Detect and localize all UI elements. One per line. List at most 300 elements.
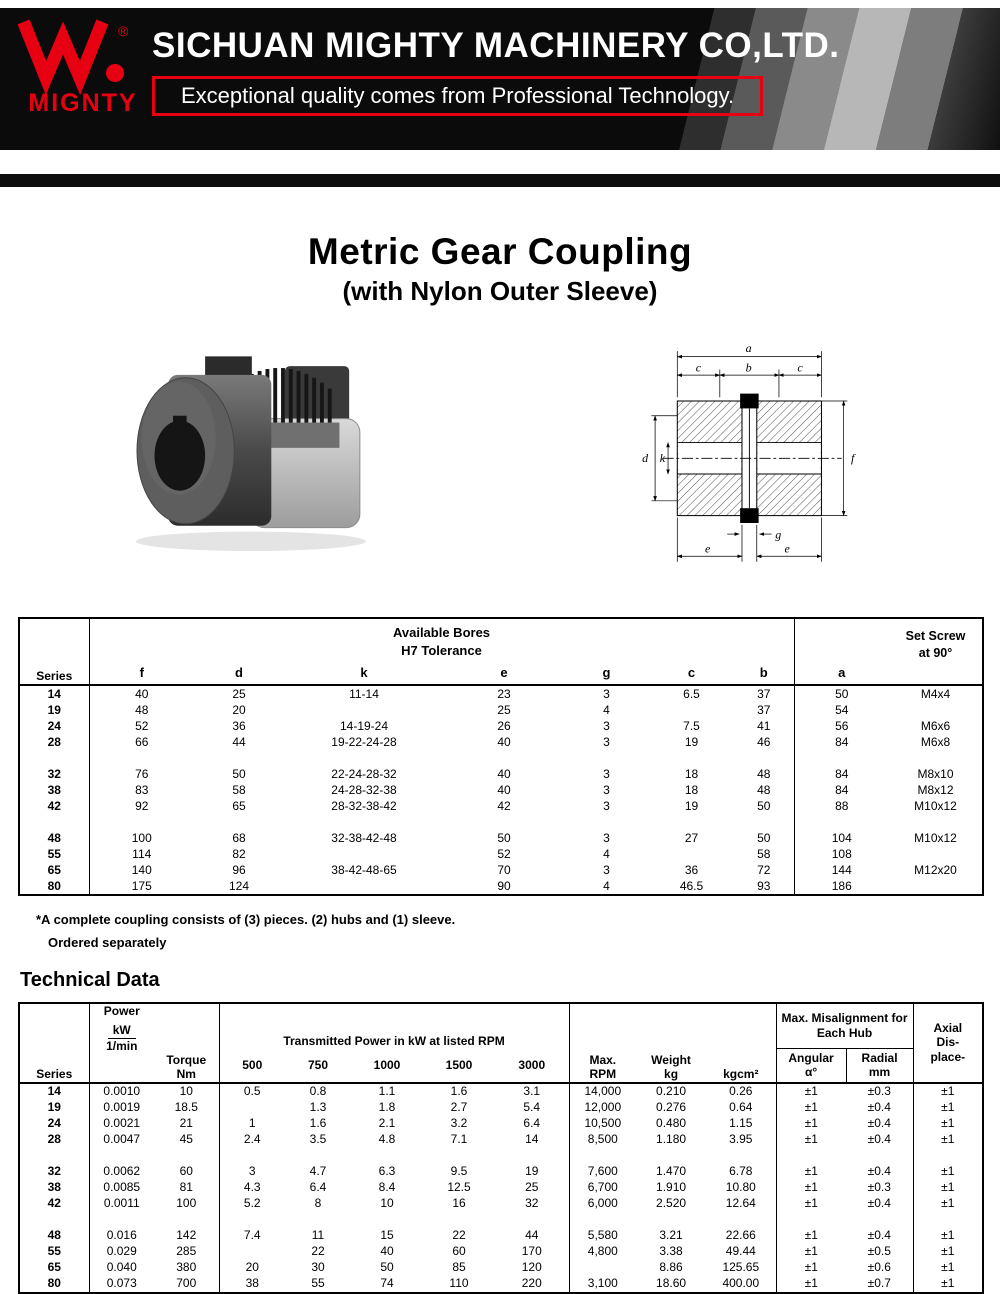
value-cell: 5,580 <box>587 1228 618 1243</box>
value-cell: 1.1 <box>378 1084 396 1099</box>
available-bores-line2: H7 Tolerance <box>401 642 482 658</box>
value-cell: 19 <box>684 734 699 749</box>
value-cell: 65 <box>232 798 246 813</box>
value-cell: ±1 <box>804 1100 818 1115</box>
value-cell: 175 <box>131 878 152 893</box>
power-numerator: kW <box>108 1023 136 1039</box>
value-cell: M6x6 <box>920 718 951 733</box>
value-cell: 0.0010 <box>103 1084 141 1099</box>
power-unit-fraction <box>92 1023 153 1053</box>
value-cell: 1.6 <box>309 1116 327 1131</box>
value-cell: 3,100 <box>587 1276 618 1291</box>
value-cell: 4 <box>603 878 610 893</box>
value-cell: 27 <box>684 830 699 845</box>
table-row <box>19 1180 983 1196</box>
column-header-f: f <box>139 665 144 681</box>
set-screw-line2: at 90° <box>918 645 953 660</box>
value-cell: 49.44 <box>706 1244 776 1260</box>
dimension-drawing <box>620 321 888 603</box>
value-cell: 380 <box>154 1260 219 1276</box>
value-cell: 19-22-24-28 <box>331 734 397 749</box>
value-cell: 10 <box>380 1196 394 1211</box>
value-cell: 3 <box>248 1164 256 1179</box>
spacer-cell <box>423 1212 495 1228</box>
value-cell: 100 <box>154 1196 219 1212</box>
misalignment-header <box>776 1003 913 1049</box>
value-cell: 3.5 <box>309 1132 327 1147</box>
table-row <box>19 1244 983 1260</box>
series-cell: 32 <box>19 1164 89 1180</box>
value-cell: 3.95 <box>706 1132 776 1148</box>
value-cell: ±1 <box>804 1276 818 1291</box>
value-cell: 3.2 <box>450 1116 468 1131</box>
value-cell: ±1 <box>941 1180 955 1195</box>
value-cell: 6,700 <box>587 1180 618 1195</box>
value-cell: 120 <box>495 1260 569 1276</box>
value-cell: 3 <box>603 798 610 813</box>
value-cell: 0.040 <box>106 1260 137 1275</box>
value-cell: 4 <box>603 846 610 861</box>
value-cell <box>284 878 444 895</box>
spacer-cell <box>285 1148 351 1164</box>
value-cell: 25 <box>497 702 511 717</box>
table-row <box>19 1116 983 1132</box>
spacer-cell <box>636 1212 706 1228</box>
value-cell: 3 <box>603 830 610 845</box>
angular-unit: α° <box>804 1065 818 1080</box>
value-cell: 50 <box>232 766 246 781</box>
value-cell: 0.480 <box>656 1116 687 1131</box>
spacer-cell <box>889 814 983 830</box>
value-cell: 16 <box>452 1196 466 1211</box>
spacer-cell <box>219 1148 285 1164</box>
rpm-column-1500: 1500 <box>445 1057 473 1072</box>
spacer-cell <box>846 1148 913 1164</box>
weight-unit: kg <box>664 1067 679 1082</box>
table-row <box>19 718 983 734</box>
value-cell: ±0.3 <box>846 1083 913 1100</box>
series-cell: 14 <box>19 685 89 702</box>
spacer-cell <box>89 814 194 830</box>
value-cell: 3 <box>603 862 610 877</box>
value-cell: 9.5 <box>450 1164 468 1179</box>
series-cell: 19 <box>19 702 89 718</box>
value-cell: ±1 <box>804 1084 818 1099</box>
spacer-cell <box>351 1212 423 1228</box>
series-cell: 48 <box>19 830 89 846</box>
value-cell: 92 <box>135 798 149 813</box>
max-rpm-column-header <box>569 1003 636 1083</box>
value-cell: 85 <box>452 1260 466 1275</box>
value-cell: 3 <box>603 782 610 797</box>
tagline: Exceptional quality comes from Professional Technology. <box>181 83 735 108</box>
value-cell: 0.0011 <box>103 1196 140 1211</box>
value-cell: ±0.4 <box>846 1164 913 1180</box>
value-cell: 400.00 <box>706 1276 776 1293</box>
value-cell: 38 <box>245 1276 259 1291</box>
value-cell: ±1 <box>804 1244 818 1259</box>
spacer-cell <box>444 750 564 766</box>
spacer-cell <box>154 1148 219 1164</box>
value-cell: 24-28-32-38 <box>331 782 397 797</box>
value-cell: 6.5 <box>683 686 700 701</box>
registered-mark: ® <box>118 23 129 39</box>
spacer-cell <box>19 1212 89 1228</box>
value-cell: ±0.7 <box>846 1276 913 1293</box>
series-cell: 55 <box>19 1244 89 1260</box>
value-cell: 50 <box>835 686 849 701</box>
value-cell: 125.65 <box>706 1260 776 1276</box>
value-cell: 1.8 <box>378 1100 396 1115</box>
series-cell: 28 <box>19 734 89 750</box>
dim-label-d: d <box>642 451 649 465</box>
value-cell: 20 <box>232 702 246 717</box>
power-label: Power <box>103 1003 140 1018</box>
table-row <box>19 1196 983 1212</box>
value-cell: 40 <box>135 686 149 701</box>
value-cell: 22.66 <box>706 1228 776 1244</box>
value-cell: 36 <box>684 862 699 877</box>
spacer-cell <box>89 1148 154 1164</box>
value-cell: 2.4 <box>243 1132 261 1147</box>
spacer-cell <box>423 1148 495 1164</box>
value-cell: ±0.4 <box>846 1116 913 1132</box>
series-cell: 55 <box>19 846 89 862</box>
value-cell: 58 <box>734 846 794 862</box>
value-cell: 6.78 <box>706 1164 776 1180</box>
torque-label: Torque <box>166 1052 207 1067</box>
series-cell: 14 <box>19 1083 89 1100</box>
value-cell: 14 <box>495 1132 569 1148</box>
rpm-column-1000: 1000 <box>373 1057 401 1072</box>
table-row <box>19 766 983 782</box>
value-cell: 18 <box>684 782 699 797</box>
value-cell: 25 <box>495 1180 569 1196</box>
value-cell: 170 <box>495 1244 569 1260</box>
value-cell: 114 <box>132 846 152 861</box>
value-cell: 0.0019 <box>103 1100 141 1115</box>
value-cell: 48 <box>734 782 794 798</box>
a-column-spacer <box>794 618 889 662</box>
series-cell: 38 <box>19 782 89 798</box>
kgcm-column-header <box>706 1003 776 1083</box>
spacer-cell <box>706 1148 776 1164</box>
spacer-cell <box>495 1212 569 1228</box>
spacer-cell <box>794 750 889 766</box>
value-cell: 44 <box>495 1228 569 1244</box>
value-cell: ±1 <box>941 1132 955 1147</box>
table-row <box>19 734 983 750</box>
radial-label: Radial <box>861 1050 898 1065</box>
table-row <box>19 702 983 718</box>
value-cell: 22 <box>452 1228 466 1243</box>
value-cell: 40 <box>380 1244 394 1259</box>
set-screw-header <box>889 618 983 685</box>
column-header-d: d <box>235 665 243 681</box>
value-cell: 8 <box>314 1196 322 1211</box>
series-cell: 38 <box>19 1180 89 1196</box>
table-row <box>19 862 983 878</box>
value-cell: 48 <box>135 702 149 717</box>
value-cell: M8x12 <box>917 782 954 797</box>
value-cell: ±0.4 <box>846 1228 913 1244</box>
group-spacer-row <box>19 750 983 766</box>
value-cell: 45 <box>154 1132 219 1148</box>
spacer-cell <box>649 814 734 830</box>
value-cell: 186 <box>831 878 852 893</box>
spacer-cell <box>569 1212 636 1228</box>
value-cell: 7,600 <box>587 1164 618 1179</box>
value-cell: 38-42-48-65 <box>331 862 397 877</box>
spacer-cell <box>776 1212 846 1228</box>
axial-line3: place- <box>930 1050 966 1065</box>
value-cell: 19 <box>495 1164 569 1180</box>
value-cell: 84 <box>835 782 849 797</box>
technical-table-body <box>19 1083 983 1293</box>
value-cell: 1.470 <box>656 1164 687 1179</box>
table-row <box>19 830 983 846</box>
value-cell: 5.2 <box>243 1196 261 1211</box>
value-cell <box>219 1100 285 1116</box>
value-cell: ±1 <box>804 1228 818 1243</box>
value-cell: 1 <box>248 1116 256 1131</box>
gear-coupling-photo <box>100 321 392 565</box>
value-cell: 36 <box>232 718 246 733</box>
axial-line2: Dis- <box>936 1035 960 1050</box>
value-cell: 6.3 <box>378 1164 396 1179</box>
value-cell: ±1 <box>804 1132 818 1147</box>
page-title: Metric Gear Coupling <box>307 231 693 272</box>
value-cell: ±1 <box>941 1244 955 1259</box>
value-cell: 0.26 <box>706 1083 776 1100</box>
value-cell: 46 <box>734 734 794 750</box>
weight-column-header <box>636 1003 706 1083</box>
column-header-e: e <box>500 665 508 681</box>
available-bores-line1: Available Bores <box>392 625 491 640</box>
value-cell: 10.80 <box>706 1180 776 1196</box>
value-cell: ±0.4 <box>846 1196 913 1212</box>
value-cell: 66 <box>135 734 149 749</box>
value-cell: 700 <box>154 1276 219 1293</box>
series-cell: 24 <box>19 1116 89 1132</box>
value-cell: 4.8 <box>378 1132 396 1147</box>
weight-label: Weight <box>651 1052 691 1067</box>
group-spacer-row <box>19 814 983 830</box>
value-cell: 3.38 <box>659 1244 683 1259</box>
dim-label-b: b <box>745 360 752 375</box>
value-cell: 54 <box>835 702 849 717</box>
footnote-line2: Ordered separately <box>48 935 167 951</box>
value-cell: 4 <box>603 702 610 717</box>
value-cell: 26 <box>497 718 511 733</box>
value-cell: 2.1 <box>378 1116 396 1131</box>
value-cell: 0.8 <box>309 1084 327 1099</box>
table-row <box>19 1100 983 1116</box>
value-cell <box>219 1244 285 1260</box>
value-cell: 3 <box>603 718 610 733</box>
value-cell: 0.016 <box>106 1228 137 1243</box>
value-cell: 50 <box>497 830 511 845</box>
value-cell: 18.5 <box>154 1100 219 1116</box>
value-cell: 96 <box>232 862 246 877</box>
series-cell: 42 <box>19 798 89 814</box>
value-cell: 74 <box>380 1276 394 1291</box>
value-cell: 1.910 <box>656 1180 687 1195</box>
table-row <box>19 846 983 862</box>
value-cell: 10,500 <box>584 1116 622 1131</box>
value-cell: 4.3 <box>243 1180 261 1195</box>
value-cell: 3 <box>603 686 610 701</box>
dim-label-k: k <box>659 451 666 465</box>
value-cell: 46.5 <box>679 878 704 893</box>
value-cell: 0.073 <box>106 1276 137 1291</box>
series-cell: 65 <box>19 1260 89 1276</box>
value-cell: 285 <box>154 1244 219 1260</box>
dim-label-c-right: c <box>797 360 803 375</box>
figures-row <box>0 307 1000 607</box>
value-cell: ±1 <box>941 1276 955 1291</box>
spacer-cell <box>913 1212 983 1228</box>
value-cell: 11 <box>311 1228 325 1243</box>
value-cell: ±1 <box>941 1164 955 1179</box>
value-cell: 1.15 <box>706 1116 776 1132</box>
table-row <box>19 1132 983 1148</box>
value-cell: 84 <box>835 766 849 781</box>
value-cell: 6.4 <box>309 1180 327 1195</box>
spacer-cell <box>636 1148 706 1164</box>
value-cell: 22-24-28-32 <box>331 766 397 781</box>
angular-label: Angular <box>788 1050 834 1065</box>
value-cell: 12.64 <box>706 1196 776 1212</box>
value-cell: 108 <box>831 846 852 861</box>
value-cell: 2.520 <box>656 1196 687 1211</box>
torque-unit: Nm <box>176 1067 196 1082</box>
value-cell: ±1 <box>941 1228 955 1243</box>
value-cell: 11-14 <box>349 686 379 701</box>
spacer-cell <box>564 814 649 830</box>
dim-label-f: f <box>851 451 855 465</box>
value-cell: M4x4 <box>920 686 951 701</box>
spacer-cell <box>194 814 284 830</box>
axial-column-header <box>913 1003 983 1083</box>
logo-wordmark: MIGNTY <box>28 89 138 117</box>
column-header-b: b <box>734 662 794 685</box>
value-cell: 22 <box>311 1244 325 1259</box>
value-cell: 142 <box>154 1228 219 1244</box>
table-row <box>19 1260 983 1276</box>
series-column-header <box>19 618 89 685</box>
misalignment-line2: Each Hub <box>816 1025 873 1040</box>
value-cell: 8.4 <box>378 1180 396 1195</box>
rpm-label: RPM <box>589 1067 617 1082</box>
page-subtitle: (with Nylon Outer Sleeve) <box>342 276 658 306</box>
spacer-cell <box>649 750 734 766</box>
value-cell: 84 <box>835 734 849 749</box>
spacer-cell <box>89 1212 154 1228</box>
value-cell: 55 <box>311 1276 325 1291</box>
table-row <box>19 878 983 895</box>
value-cell: 19 <box>684 798 699 813</box>
value-cell: 1.180 <box>656 1132 687 1147</box>
spacer-cell <box>19 750 89 766</box>
value-cell: 4.7 <box>309 1164 327 1179</box>
spacer-cell <box>734 814 794 830</box>
value-cell: 144 <box>831 862 852 877</box>
value-cell: 7.5 <box>683 718 700 733</box>
series-cell: 80 <box>19 1276 89 1293</box>
value-cell: 1.6 <box>450 1084 468 1099</box>
value-cell: 40 <box>497 734 511 749</box>
value-cell: 50 <box>380 1260 394 1275</box>
value-cell: ±1 <box>941 1196 955 1211</box>
value-cell: 18 <box>684 766 699 781</box>
value-cell: 40 <box>497 782 511 797</box>
catalog-page <box>0 8 1000 1291</box>
mighty-logo <box>14 20 152 118</box>
divider-bar <box>0 174 1000 187</box>
series-cell: 32 <box>19 766 89 782</box>
kgcm-label: kgcm² <box>723 1067 759 1082</box>
spacer-cell <box>706 1212 776 1228</box>
value-cell: 32-38-42-48 <box>331 830 397 845</box>
series-cell: 24 <box>19 718 89 734</box>
value-cell: 42 <box>497 798 511 813</box>
value-cell <box>569 1260 636 1276</box>
value-cell: ±0.4 <box>846 1132 913 1148</box>
value-cell: ±0.5 <box>846 1244 913 1260</box>
value-cell: 60 <box>452 1244 466 1259</box>
value-cell: 90 <box>497 878 511 893</box>
value-cell <box>889 878 983 895</box>
value-cell: 60 <box>154 1164 219 1180</box>
spacer-cell <box>89 750 194 766</box>
torque-column-header <box>154 1003 219 1083</box>
value-cell <box>649 846 734 862</box>
value-cell: 52 <box>135 718 149 733</box>
spacer-cell <box>154 1212 219 1228</box>
dim-label-g: g <box>775 527 782 542</box>
company-banner <box>0 8 1000 150</box>
spacer-cell <box>444 814 564 830</box>
value-cell: 14,000 <box>584 1084 622 1099</box>
technical-data-heading: Technical Data <box>20 968 160 991</box>
column-header-a: a <box>838 665 846 681</box>
value-cell: M10x12 <box>914 798 957 813</box>
misalignment-line1: Max. Misalignment for <box>781 1011 908 1026</box>
spacer-cell <box>19 814 89 830</box>
value-cell: 28-32-38-42 <box>331 798 397 813</box>
value-cell: 72 <box>734 862 794 878</box>
value-cell: ±1 <box>941 1100 955 1115</box>
value-cell: 3 <box>603 766 610 781</box>
value-cell: 37 <box>734 702 794 718</box>
logo-w-icon <box>18 20 148 88</box>
spacer-cell <box>776 1148 846 1164</box>
spacer-cell <box>194 750 284 766</box>
series-cell: 19 <box>19 1100 89 1116</box>
spacer-cell <box>564 750 649 766</box>
spacer-cell <box>495 1148 569 1164</box>
value-cell: 0.276 <box>656 1100 687 1115</box>
value-cell: 10 <box>154 1083 219 1100</box>
value-cell: 18.60 <box>656 1276 687 1291</box>
value-cell: 93 <box>734 878 794 895</box>
value-cell: 81 <box>154 1180 219 1196</box>
dim-label-e-right: e <box>784 541 790 556</box>
value-cell: 50 <box>734 830 794 846</box>
value-cell: 82 <box>232 846 246 861</box>
technical-data-table <box>18 1002 984 1294</box>
